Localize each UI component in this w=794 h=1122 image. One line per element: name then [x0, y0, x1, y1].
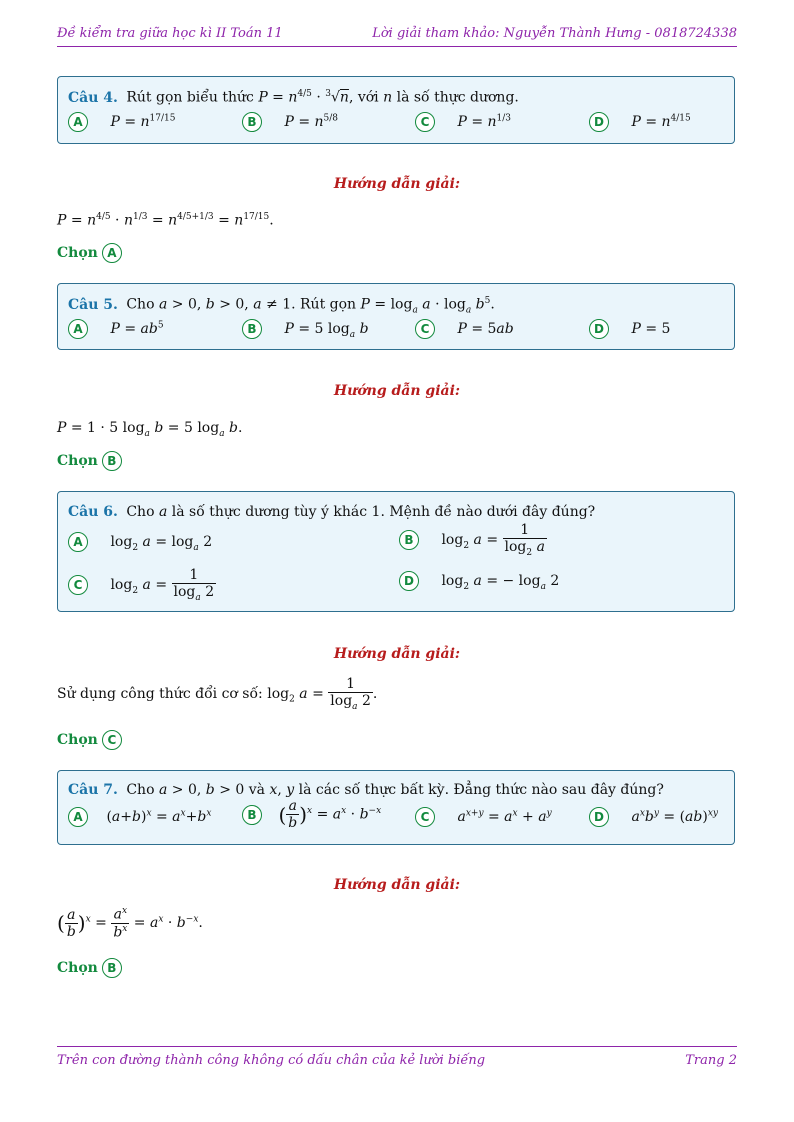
answer-badge: B: [102, 958, 122, 978]
question-7-number: Câu 7.: [68, 782, 118, 798]
option-b-badge: B: [242, 319, 262, 339]
option-c-badge: C: [68, 575, 88, 595]
option-a-badge: A: [68, 532, 88, 552]
option-b-badge: B: [399, 530, 419, 550]
header-author: Lời giải tham khảo: Nguyễn Thành Hưng - 0818724338: [372, 26, 737, 41]
question-6-option-a[interactable]: A $\log_2 a = \log_a 2$: [68, 532, 212, 553]
question-4-option-c[interactable]: C $P = n^{1/3}$: [415, 112, 511, 132]
question-4-number: Câu 4.: [68, 89, 118, 106]
answer-badge: C: [102, 730, 122, 750]
footer-motto: Trên con đường thành công không có dấu chân của kẻ lười biếng: [57, 1053, 486, 1068]
question-7-option-c[interactable]: C $a^{x+y} = a^x + a^y$: [415, 807, 552, 827]
question-6-answer: Chọn C: [57, 730, 122, 750]
question-7-answer: Chọn B: [57, 958, 122, 978]
question-7-option-d[interactable]: D $a^xb^y = (ab)^{xy}$: [589, 807, 718, 827]
option-d-badge: D: [589, 112, 609, 132]
question-4-answer: Chọn A: [57, 243, 122, 263]
option-b-badge: B: [242, 112, 262, 132]
option-a-badge: A: [68, 807, 88, 827]
question-5-option-a[interactable]: A $P = ab^5$: [68, 319, 164, 339]
question-5-option-c[interactable]: C P = 5ab: [415, 319, 514, 339]
question-5-guide-heading: Hướng dẫn giải:: [333, 383, 461, 399]
option-c-badge: C: [415, 112, 435, 132]
question-7-option-b[interactable]: B ( $\frac{a}{b}$ )$^x = a^x \cdot b^{-x}$: [242, 798, 381, 831]
page-footer: [57, 1046, 737, 1069]
question-6-prompt: Câu 6. Cho a là số thực dương tùy ý khác 1. Mệnh đề nào dưới đây đúng?: [68, 504, 596, 520]
question-4-option-b[interactable]: B $P = n^{5/8}$: [242, 112, 338, 132]
header-title: Đề kiểm tra giữa học kì II Toán 11: [57, 26, 283, 41]
option-c-badge: C: [415, 319, 435, 339]
question-5-option-d[interactable]: D P = 5: [589, 319, 670, 339]
page-header: [57, 26, 737, 47]
question-5-answer: Chọn B: [57, 451, 122, 471]
option-b-badge: B: [242, 805, 262, 825]
question-7-guide-heading: Hướng dẫn giải:: [333, 877, 461, 893]
question-4-solution: $P = n^{4/5} \cdot n^{1/3} = n^{4/5+1/3} = n^{17/15}$.: [57, 212, 274, 229]
option-d-badge: D: [589, 319, 609, 339]
option-c-badge: C: [415, 807, 435, 827]
question-5-solution: P = 1 · 5 $\log_a b = 5$ $\log_a b$.: [57, 420, 243, 439]
question-4-option-a[interactable]: A $P = n^{17/15}$: [68, 112, 175, 132]
question-7-prompt: Câu 7. Cho a > 0, b > 0 và x, y là các số thực bất kỳ. Đẳng thức nào sau đây đúng?: [68, 782, 664, 798]
answer-badge: A: [102, 243, 122, 263]
question-5-box: [57, 283, 735, 350]
question-6-solution: Sử dụng công thức đổi cơ số: $\log_2 a$ = $\frac{1}{\log_a 2}$ .: [57, 676, 378, 712]
page-number: Trang 2: [685, 1053, 737, 1068]
question-6-option-b[interactable]: B $\log_2 a$ = $\frac{1}{\log_2 a}$: [399, 522, 547, 558]
question-4-option-d[interactable]: D $P = n^{4/15}$: [589, 112, 691, 132]
question-6-number: Câu 6.: [68, 504, 118, 520]
question-4-guide-heading: Hướng dẫn giải:: [333, 176, 461, 192]
question-7-option-a[interactable]: A $(a+b)^x = a^x+b^x$: [68, 807, 211, 827]
question-5-number: Câu 5.: [68, 296, 118, 313]
question-4-box: [57, 76, 735, 144]
question-4-prompt: Câu 4. Rút gọn biểu thức $P = n^{4/5} \cdot ^3√n$, với n là số thực dương.: [68, 89, 519, 106]
question-7-box: [57, 770, 735, 845]
question-6-option-c[interactable]: C $\log_2 a$ = $\frac{1}{\log_a 2}$: [68, 567, 216, 603]
question-5-option-b[interactable]: B P = 5 $\log_a b$: [242, 319, 369, 340]
option-a-badge: A: [68, 112, 88, 132]
option-d-badge: D: [589, 807, 609, 827]
question-6-option-d[interactable]: D $\log_2 a$ = − $\log_a 2$: [399, 571, 559, 592]
option-d-badge: D: [399, 571, 419, 591]
question-5-prompt: Câu 5. Cho a > 0, b > 0, a ≠ 1. Rút gọn $P = \log_a a \cdot \log_a b^5$.: [68, 296, 495, 316]
answer-badge: B: [102, 451, 122, 471]
question-6-box: [57, 491, 735, 612]
question-6-guide-heading: Hướng dẫn giải:: [333, 646, 461, 662]
option-a-badge: A: [68, 319, 88, 339]
question-7-solution: ( $\frac{a}{b}$ )$^x$ = $\frac{a^x}{b^x}$ = $a^x \cdot b^{-x}$.: [57, 906, 203, 941]
